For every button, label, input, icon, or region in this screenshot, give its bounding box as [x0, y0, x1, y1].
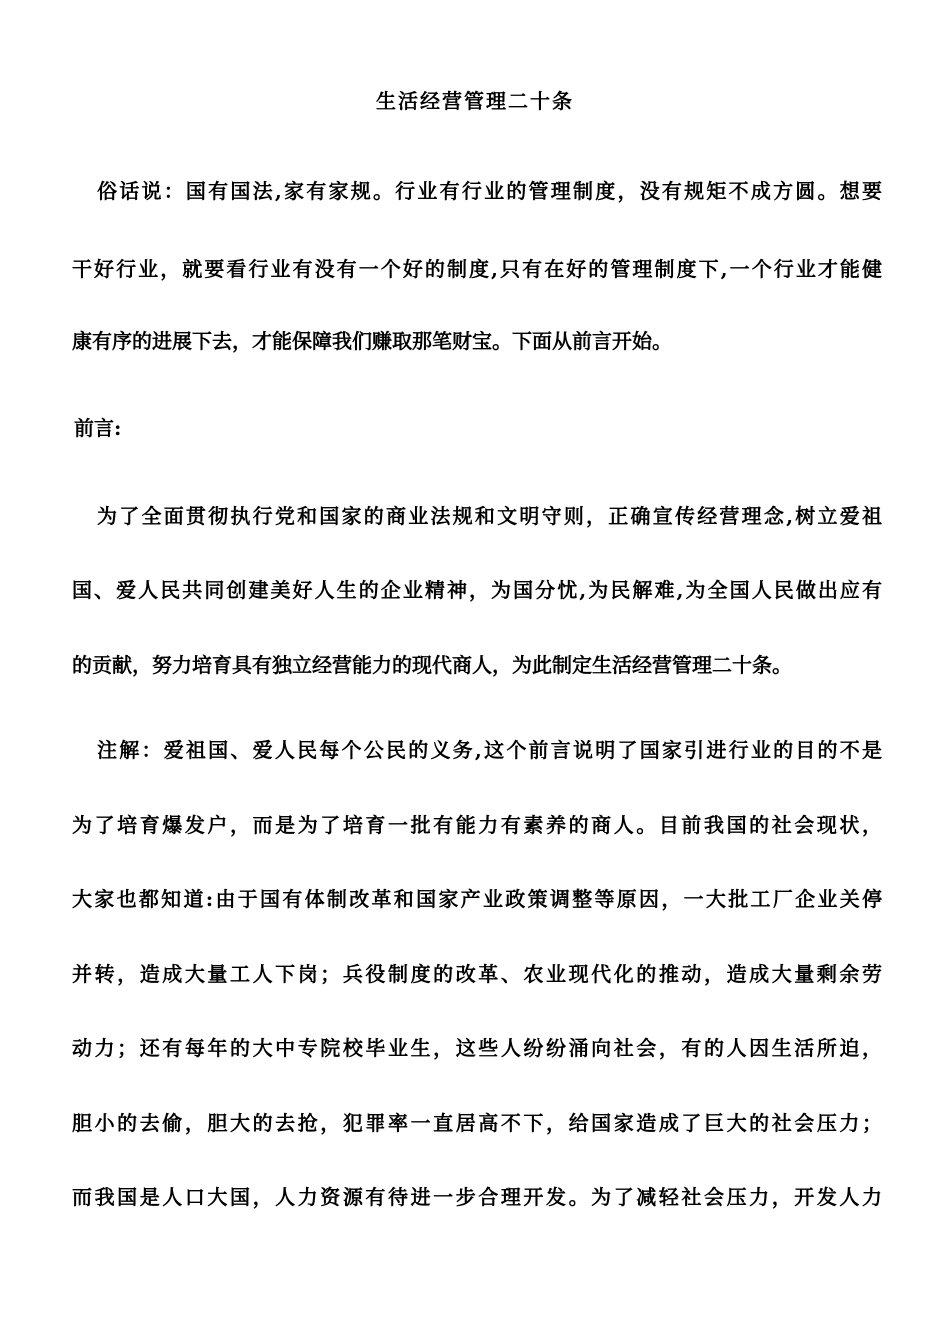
preface-heading: 前言: [74, 416, 122, 440]
intro-line-2: 干好行业，就要看行业有没有一个好的制度,只有在好的管理制度下,一个行业才能健 [72, 257, 882, 281]
intro-line-1: 俗话说：国有国法,家有家规。行业有行业的管理制度，没有规矩不成方圆。想要 [97, 179, 882, 203]
note-line-4: 并转，造成大量工人下岗；兵役制度的改革、农业现代化的推动，造成大量剩余劳 [72, 962, 882, 986]
note-line-7: 而我国是人口大国，人力资源有待进一步合理开发。为了减轻社会压力，开发人力 [72, 1185, 882, 1209]
preface-line-3: 的贡献，努力培育具有独立经营能力的现代商人，为此制定生活经营管理二十条。 [72, 653, 792, 677]
note-line-3: 大家也都知道:由于国有体制改革和国家产业政策调整等原因，一大批工厂企业关停 [72, 887, 882, 911]
note-line-5: 动力；还有每年的大中专院校毕业生，这些人纷纷涌向社会，有的人因生活所迫， [72, 1036, 882, 1060]
document-title: 生活经营管理二十条 [376, 89, 574, 113]
intro-line-3: 康有序的进展下去，才能保障我们赚取那笔财宝。下面从前言开始。 [72, 329, 672, 353]
preface-line-1: 为了全面贯彻执行党和国家的商业法规和文明守则，正确宣传经营理念,树立爱祖 [97, 504, 882, 528]
note-line-1: 注解：爱祖国、爱人民每个公民的义务,这个前言说明了国家引进行业的目的不是 [97, 738, 882, 762]
note-line-6: 胆小的去偷，胆大的去抢，犯罪率一直居高不下，给国家造成了巨大的社会压力； [72, 1111, 882, 1135]
note-line-2: 为了培育爆发户，而是为了培育一批有能力有素养的商人。目前我国的社会现状， [72, 813, 882, 837]
preface-line-2: 国、爱人民共同创建美好人生的企业精神，为国分忧,为民解难,为全国人民做出应有 [72, 578, 882, 602]
